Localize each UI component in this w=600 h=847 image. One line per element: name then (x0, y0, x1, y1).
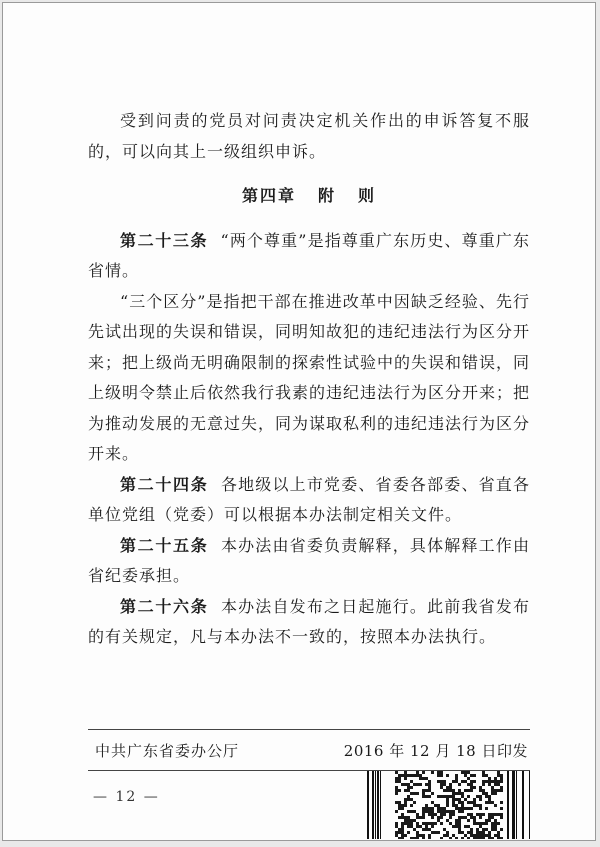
document-page (2, 2, 596, 841)
article-23 (88, 226, 530, 287)
article-text: 各地级以上市党委、省委各部委、省直各单位党组（党委）可以根据本办法制定相关文件。 (88, 474, 530, 524)
article-number: 第二十六条 (120, 596, 209, 616)
article-number: 第二十五条 (120, 535, 209, 555)
article-26 (88, 592, 530, 653)
chapter-number: 第四章 (241, 186, 296, 205)
chapter-title-part-2: 则 (358, 186, 377, 205)
chapter-title-part-1: 附 (317, 186, 336, 205)
article-text: 本办法由省委负责解释，具体解释工作由省纪委承担。 (88, 535, 530, 585)
article-24 (88, 470, 530, 531)
article-text: “两个尊重”是指尊重广东历史、尊重广东省情。 (88, 230, 530, 280)
document-body (88, 106, 530, 653)
chapter-heading (88, 181, 530, 212)
paragraph-three-distinctions: “三个区分”是指把干部在推进改革中因缺乏经验、先行先试出现的失误和错误，同明知故犯的违纪违法行为区分开来；把上级尚无明确限制的探索性试验中的失误和错误，同上级明令禁止后依然我行我素的违纪违法行为区分开来；把为推动发展的无意过失，同为谋取私利的违纪违法行为区分开来。 (88, 291, 531, 463)
article-text: 本办法自发布之日起施行。此前我省发布的有关规定，凡与本办法不一致的，按照本办法执行。 (88, 596, 530, 646)
footer-date: 2016 年 12 月 18 日印发 (343, 742, 528, 760)
footer-issuer: 中共广东省委办公厅 (95, 742, 240, 760)
barcode-icon (365, 771, 535, 839)
article-number: 第二十四条 (120, 474, 209, 494)
page-number: — 12 — (93, 789, 160, 805)
footer-divider-top (88, 729, 530, 730)
paragraph-appeal: 受到问责的党员对问责决定机关作出的申诉答复不服的，可以向其上一级组织申诉。 (88, 111, 530, 161)
article-number: 第二十三条 (120, 230, 209, 250)
article-25 (88, 531, 530, 592)
